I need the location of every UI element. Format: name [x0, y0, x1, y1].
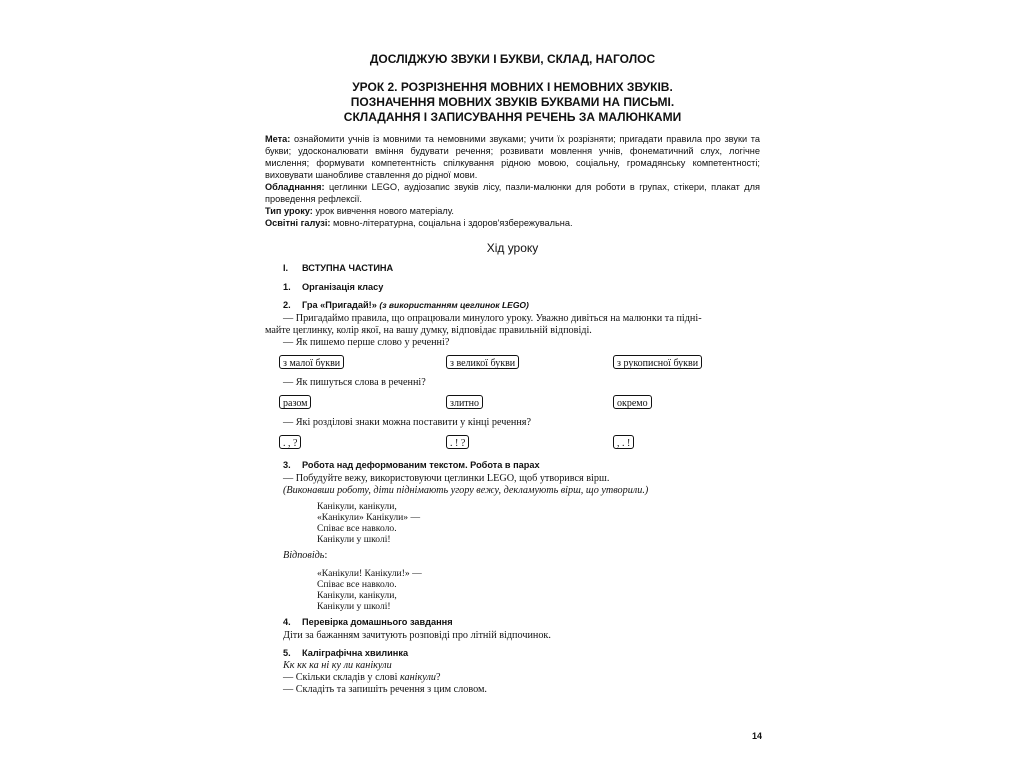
item-5-question-1 — [283, 672, 441, 685]
question-3: — Які розділові знаки можна поставити у кінці речення? — [283, 417, 532, 428]
areas-label: Освітні галузі: — [265, 218, 331, 228]
item-1-number: 1. — [283, 282, 291, 292]
item-3-title: Робота над деформованим текстом. Робота в парах — [302, 460, 540, 470]
goal-label: Мета: — [265, 134, 291, 144]
answer-colon: : — [324, 550, 328, 561]
poem-2-line-3: Канікули, канікули, — [317, 590, 397, 601]
item-3-number: 3. — [283, 460, 291, 470]
answer-card-small-letter: з малої букви — [279, 355, 344, 369]
course-title: Хід уроку — [486, 241, 539, 255]
poem-2-line-1: «Канікули! Канікули!» — — [317, 568, 422, 579]
section-title: ДОСЛІДЖУЮ ЗВУКИ І БУКВИ, СКЛАД, НАГОЛОС — [369, 52, 656, 66]
answer-heading — [283, 550, 327, 563]
areas-paragraph — [265, 217, 760, 229]
answer-card-capital-letter: з великої букви — [446, 355, 519, 369]
equipment-text: цеглинки LEGO, аудіозапис звуків лісу, пазли-малюнки для роботи в групах, стікери, плакат для проведення рефлексії. — [265, 182, 760, 204]
lesson-title-line-1: УРОК 2. РОЗРІЗНЕННЯ МОВНИХ І НЕМОВНИХ ЗВУКІВ. — [352, 80, 673, 94]
answer-card-together: разом — [279, 395, 311, 409]
calligraphy-text: Кк кк ка ні ку ли канікули — [283, 660, 392, 671]
item-5-question-1-word: канікули — [399, 672, 437, 683]
item-5-question-2: — Складіть та запишіть речення з цим словом. — [283, 684, 487, 695]
lesson-type-text: урок вивчення нового матеріалу. — [315, 206, 454, 216]
poem-1-line-3: Співає все навколо. — [317, 523, 397, 534]
item-5-title: Каліграфічна хвилинка — [302, 648, 409, 658]
item-5-question-1-pre: — Скільки складів у слові — [283, 672, 400, 683]
item-2-paragraph-line-2: майте цеглинку, колір якої, на вашу думку, відповідає правильній відповіді. — [265, 325, 592, 336]
item-5-number: 5. — [283, 648, 291, 658]
item-3-paragraph-1: — Побудуйте вежу, використовуючи цеглинки LEGO, щоб утворився вірш. — [283, 473, 610, 484]
poem-1-line-1: Канікули, канікули, — [317, 501, 397, 512]
lesson-title-line-2: ПОЗНАЧЕННЯ МОВНИХ ЗВУКІВ БУКВАМИ НА ПИСЬМІ. — [350, 95, 675, 109]
item-2-title: Гра «Пригадай!» — [302, 300, 377, 310]
item-3-instruction: (Виконавши роботу, діти піднімають угору вежу, декламують вірш, що утворили.) — [283, 485, 649, 496]
item-4-number: 4. — [283, 617, 291, 627]
lesson-title-line-3: СКЛАДАННЯ І ЗАПИСУВАННЯ РЕЧЕНЬ ЗА МАЛЮНКАМИ — [343, 110, 682, 124]
equipment-label: Обладнання: — [265, 182, 325, 192]
lesson-type-label: Тип уроку: — [265, 206, 313, 216]
item-2-number: 2. — [283, 300, 291, 310]
item-2-title-line — [302, 299, 529, 311]
item-2-subtitle: (з використанням цеглинок LEGO) — [379, 300, 529, 310]
answer-label: Відповідь — [283, 550, 325, 561]
poem-1-line-4: Канікули у школі! — [317, 534, 391, 545]
item-4-paragraph: Діти за бажанням зачитують розповіді про літній відпочинок. — [283, 630, 551, 641]
part-numeral: I. — [283, 263, 289, 273]
question-2: — Як пишуться слова в реченні? — [283, 377, 426, 388]
equipment-paragraph — [265, 181, 760, 205]
calligraphy-line — [283, 660, 392, 673]
question-1: — Як пишемо перше слово у реченні? — [283, 337, 450, 348]
item-1-title: Організація класу — [302, 282, 384, 292]
answer-card-cursive-letter: з рукописної букви — [613, 355, 702, 369]
answer-card-punct-2: . ! ? — [446, 435, 469, 449]
answer-card-separately: окремо — [613, 395, 652, 409]
answer-card-punct-1: . , ? — [279, 435, 301, 449]
item-5-question-1-post: ? — [436, 672, 441, 683]
poem-1-line-2: «Канікули» Канікули» — — [317, 512, 421, 523]
poem-2-line-4: Канікули у школі! — [317, 601, 391, 612]
areas-text: мовно-літературна, соціальна і здоров'язбережувальна. — [333, 218, 573, 228]
answer-card-punct-3: , . ! — [613, 435, 634, 449]
answer-card-joined: злитно — [446, 395, 483, 409]
goal-text: ознайомити учнів із мовними та немовними звуками; учити їх розрізняти; пригадати правила про звуки та букви; удосконалювати вміння будувати речення; розвивати мовлення учнів, фонематичний слух, логічне мислення; формувати компетентність спілкування рідною мовою, соціальну, громадянську компетентності; виховувати шанобливе ставлення до рідної мови. — [265, 134, 760, 180]
goal-paragraph — [265, 133, 760, 181]
item-3-paragraph-2 — [283, 485, 648, 498]
part-title: ВСТУПНА ЧАСТИНА — [302, 263, 394, 273]
item-4-title: Перевірка домашнього завдання — [302, 617, 453, 627]
lesson-type-paragraph — [265, 205, 760, 217]
item-2-paragraph-line-1: — Пригадаймо правила, що опрацювали минулого уроку. Уважно дивіться на малюнки та підні- — [283, 313, 702, 324]
page-number: 14 — [752, 731, 763, 741]
poem-2-line-2: Співає все навколо. — [317, 579, 397, 590]
